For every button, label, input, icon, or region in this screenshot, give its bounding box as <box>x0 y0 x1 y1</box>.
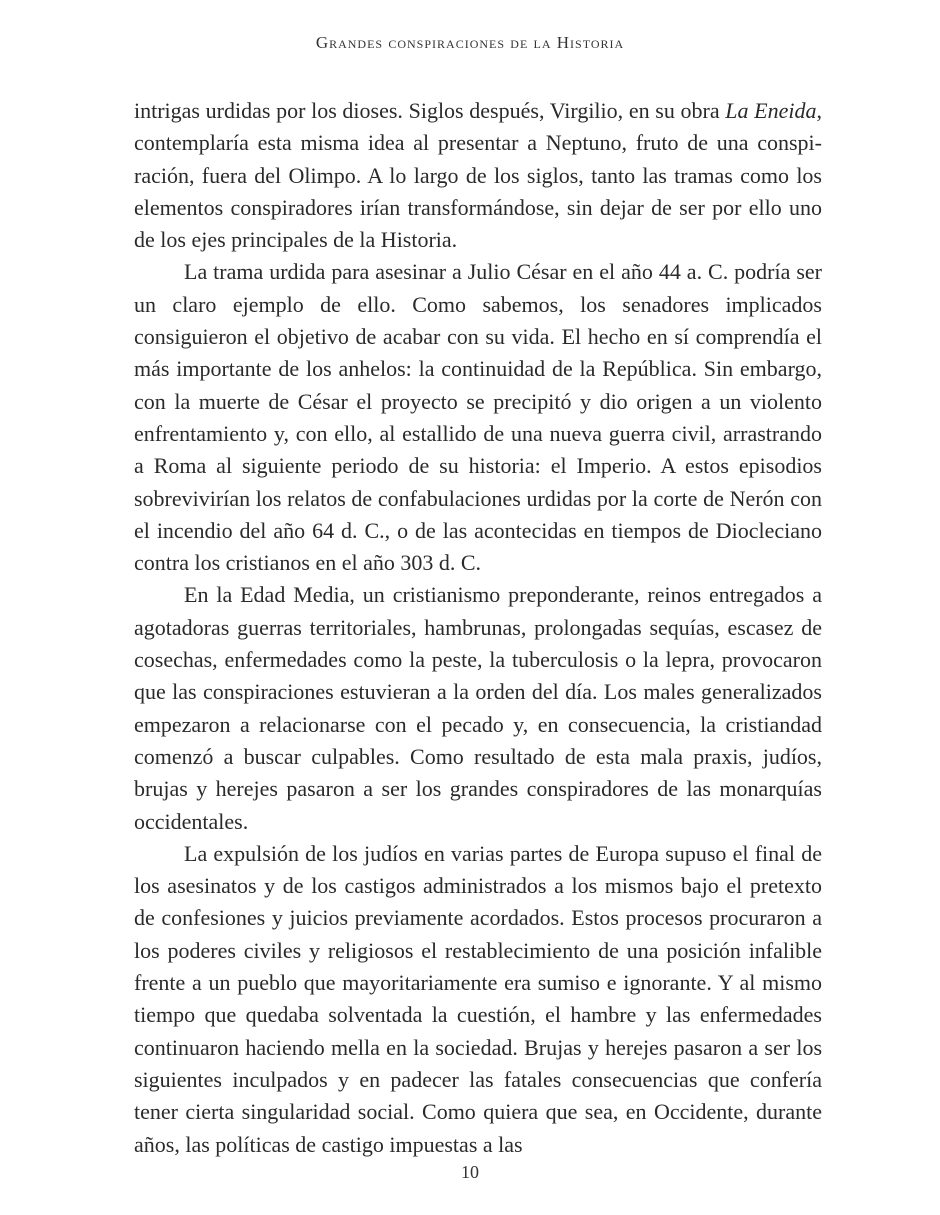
paragraph-4: La expulsión de los judíos en varias partes de Europa supuso el final de los asesinatos y de los castigos administrados a los mismos bajo el pretexto de confesiones y juicios previamente acordados. Estos procesos procuraron a los poderes civiles y religiosos el restablecimiento de una posición infalible frente a un pueblo que mayoritariamente era sumiso e ignorante. Y al mismo tiempo que quedaba solventada la cuestión, el hambre y las enfermedades continuaron haciendo mella en la sociedad. Brujas y herejes pasaron a ser los siguientes inculpados y en padecer las fatales consecuencias que confería tener cierta singularidad social. Como quiera que sea, en Occidente, durante años, las políticas de castigo impuestas a las <box>134 840 822 1157</box>
paragraph-3: En la Edad Media, un cristianismo preponderante, reinos entregados a agotadoras guerras territoriales, hambrunas, prolongadas sequías, escasez de cosechas, enfermedades como la peste, la tuberculosis o la lepra, provocaron que las conspiraciones estuvieran a la orden del día. Los males generalizados empezaron a relacionarse con el pecado y, en consecuencia, la cristiandad comenzó a buscar culpables. Como resultado de esta mala praxis, judíos, brujas y herejes pasaron a ser los grandes conspiradores de las monarquías occidentales. <box>134 582 822 834</box>
running-header: Grandes conspiraciones de la Historia <box>315 33 625 52</box>
page-number: 10 <box>461 1162 479 1182</box>
paragraph-1 <box>134 95 822 256</box>
body-text <box>134 95 822 1161</box>
paragraph-2: La trama urdida para asesinar a Julio César en el año 44 a. C. podría ser un claro ejemplo de ello. Como sabemos, los senadores implicados consiguieron el objetivo de acabar con su vida. El hecho en sí comprendía el más importante de los anhelos: la continuidad de la República. Sin embargo, con la muerte de César el proyecto se precipitó y dio origen a un violento enfrentamiento y, con ello, al estallido de una nueva guerra civil, arrastrando a Roma al siguiente periodo de su historia: el Imperio. A estos episodios sobrevivirían los relatos de confabulaciones urdidas por la corte de Nerón con el incendio del año 64 d. C., o de las acontecidas en tiempos de Diocleciano contra los cristianos en el año 303 d. C. <box>134 259 822 576</box>
work-title: La Eneida <box>725 98 817 123</box>
paragraph-1-text-b: , contemplaría esta misma idea al presentar a Neptuno, fruto de una conspiración, fuera del Olimpo. A lo largo de los siglos, tanto las tramas como los elementos conspiradores irían transformándose, sin dejar de ser por ello uno de los ejes principales de la Historia. <box>134 98 822 253</box>
paragraph-1-text-a: intrigas urdidas por los dioses. Siglos después, Virgilio, en su obra <box>134 98 726 123</box>
